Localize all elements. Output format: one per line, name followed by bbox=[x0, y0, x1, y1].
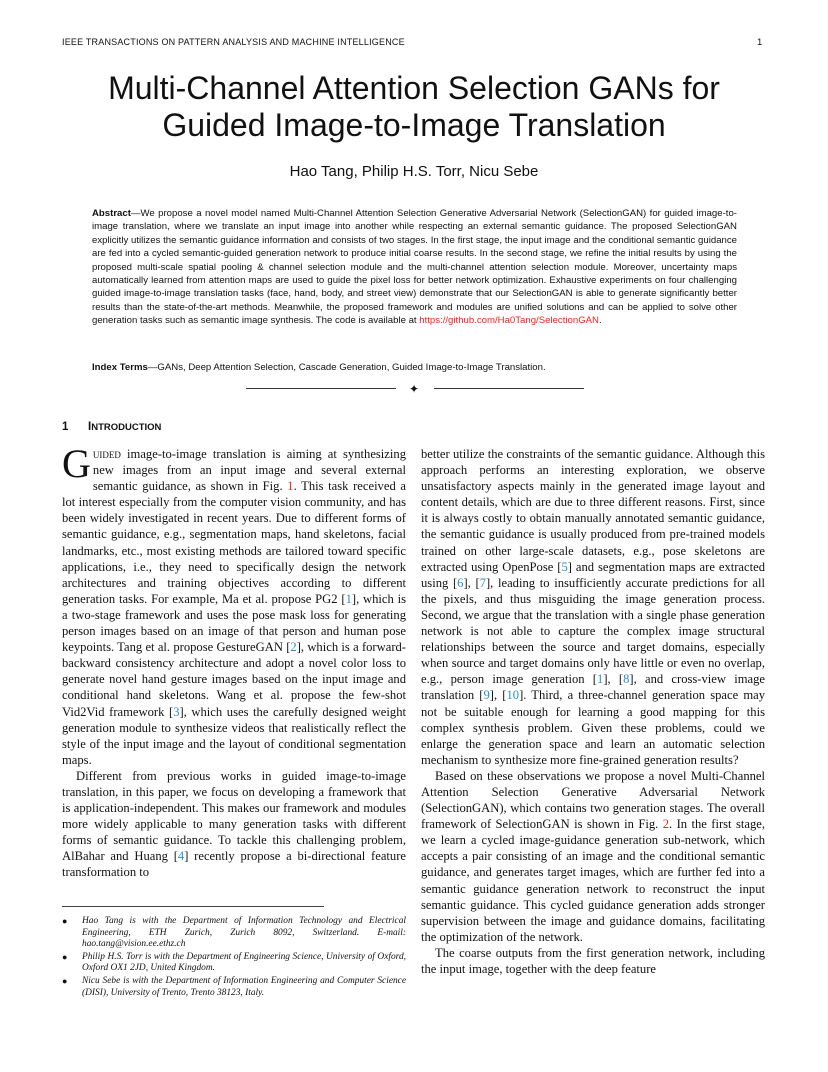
text-run: ], [ bbox=[463, 575, 480, 590]
citation-link[interactable]: 9 bbox=[483, 688, 490, 703]
paragraph bbox=[421, 768, 765, 945]
citation-link[interactable]: 8 bbox=[623, 672, 630, 687]
body-column-right bbox=[421, 446, 765, 977]
citation-link[interactable]: 3 bbox=[173, 704, 180, 719]
footnote-rule bbox=[62, 906, 324, 907]
text-run: ], which uses the carefully designed weight generation module to synthesize videos that realistically reflect the style of the input image and the layout of conditional segmentation maps. bbox=[62, 704, 406, 767]
text-run: ]. Third, a three-channel generation space may not be suitable enough for learning a good mapping for this complex synthesis problem. Given these problems, could we enlarge the generation space and learn an automatic selection mechanism to synthesize more fine-grained generation results? bbox=[421, 688, 765, 767]
footnote-item bbox=[62, 976, 406, 999]
abstract-end: . bbox=[598, 315, 602, 327]
text-run: ], which is a two-stage framework and uses the pose mask loss for generating person images based on an image of that person and human pose keypoints. Tang et al. propose GestureGAN [ bbox=[62, 591, 406, 655]
paragraph bbox=[421, 446, 765, 768]
section-title-rest: NTRODUCTION bbox=[91, 422, 162, 433]
bullet-icon: ● bbox=[62, 975, 68, 986]
text-run: The coarse outputs from the first generation network, including the input image, together with the deep feature bbox=[421, 945, 765, 976]
authors: Hao Tang, Philip H.S. Torr, Nicu Sebe bbox=[289, 163, 539, 180]
section-heading bbox=[62, 421, 161, 433]
footnotes bbox=[62, 916, 406, 1000]
footnote-text: Hao Tang is with the Department of Information Technology and Electrical Engineering, ETH Zurich, Zurich 8092, Switzerland. E-mail: hao.tang@vision.ee.ethz.ch bbox=[82, 916, 406, 950]
paragraph bbox=[62, 768, 406, 881]
abstract-label: Abstract bbox=[92, 208, 131, 219]
footnote-item bbox=[62, 952, 406, 975]
text-run: ] and segmentation maps are extracted using [ bbox=[421, 559, 765, 590]
text-run: image-to-image translation is aiming at synthesizing new images from an input image and several external semantic guidance, as shown in Fig. bbox=[92, 447, 406, 494]
text-run: ], and cross-view image translation [ bbox=[421, 672, 765, 703]
footnote-text: Nicu Sebe is with the Department of Information Engineering and Computer Science (DISI), University of Trento, Trento 38123, Italy. bbox=[82, 975, 406, 998]
text-run: Different from previous works in guided image-to-image translation, in this paper, we focus on developing a framework that is application-independent. This makes our framework and modules more widely applicable to many generation tasks with different forms of semantic guidance. To tackle this challenging problem, AlBahar and Huang [ bbox=[62, 768, 406, 864]
citation-link[interactable]: 10 bbox=[506, 688, 520, 703]
index-terms bbox=[92, 362, 737, 373]
text-run: Based on these observations we propose a novel Multi-Channel Attention Selection Generative Adversarial Network (SelectionGAN), which contains two generation stages. The overall framework of SelectionGAN is shown in Fig. bbox=[421, 768, 765, 832]
citation-link[interactable]: 6 bbox=[457, 575, 464, 590]
citation-link[interactable]: 7 bbox=[479, 575, 486, 590]
paragraph bbox=[62, 441, 407, 768]
footnote-text: Philip H.S. Torr is with the Department of Engineering Science, University of Oxford, Oxford OX1 2JD, United Kingdom. bbox=[82, 951, 406, 974]
code-link[interactable]: https://github.com/Ha0Tang/SelectionGAN bbox=[419, 315, 599, 327]
text-run: better utilize the constraints of the semantic guidance. Although this approach performs an interesting exploration, we observe unsatisfactory aspects mainly in the generated image layout and content details, which are due to three different reasons. First, since it is always costly to obtain manually annotated semantic guidance, the semantic guidance is usually produced from pre-trained models trained on other large-scale datasets, e.g., pose skeletons are extracted using OpenPose [ bbox=[421, 447, 765, 574]
paper-title bbox=[60, 70, 768, 144]
footnote-item bbox=[62, 916, 406, 951]
text-run: ], [ bbox=[489, 688, 507, 703]
citation-link[interactable]: 2 bbox=[290, 640, 297, 655]
citation-link[interactable]: 1 bbox=[345, 591, 352, 606]
body-column-left bbox=[62, 441, 407, 881]
figure-ref[interactable]: 2 bbox=[662, 817, 670, 832]
divider-line-right bbox=[434, 388, 584, 389]
title-line-1: Multi-Channel Attention Selection GANs for bbox=[108, 70, 720, 106]
title-line-2: Guided Image-to-Image Translation bbox=[162, 107, 666, 143]
index-terms-label: Index Terms bbox=[92, 362, 148, 373]
running-header: IEEE TRANSACTIONS ON PATTERN ANALYSIS AND MACHINE INTELLIGENCE bbox=[62, 37, 405, 47]
divider-line-left bbox=[246, 388, 396, 389]
section-title-first: I bbox=[88, 421, 92, 433]
citation-link[interactable]: 5 bbox=[561, 559, 568, 574]
bullet-icon: ● bbox=[62, 951, 68, 962]
page-number: 1 bbox=[757, 37, 763, 48]
text-run: ], which is a forward-backward consistency architecture and adopt a novel color loss to generate novel hand gesture images based on the input image and conditional hand skeletons. Wang et al. propose the few-shot Vid2Vid framework [ bbox=[62, 640, 407, 719]
text-run: ] recently propose a bi-directional feature transformation to bbox=[62, 849, 407, 880]
text-run: ], [ bbox=[603, 672, 624, 687]
diamond-icon: ✦ bbox=[409, 382, 420, 396]
section-divider bbox=[246, 383, 584, 395]
abstract-text: —We propose a novel model named Multi-Channel Attention Selection Generative Adversarial Network (SelectionGAN) for guided image-to-image translation, where we translate an input image into another while respecting an external semantic guidance. The proposed SelectionGAN explicitly utilizes the semantic guidance information and consists of two stages. In the first stage, the input image and the conditional semantic guidance are fed into a cycled semantic-guided generation network to produce initial coarse results. In the second stage, we refine the initial results by using the proposed multi-scale spatial pooling & channel selection module and the multi-channel attention selection module. Moreover, uncertainty maps automatically learned from attention maps are used to guide the pixel loss for better network optimization. Exhaustive experiments on four challenging guided image-to-image translation tasks (face, hand, body, and street view) demonstrate that our SelectionGAN is able to generate significantly better results than the state-of-the-art methods. Meanwhile, the proposed framework and modules are unified solutions and can be applied to solve other generation tasks such as semantic image synthesis. The code is available at bbox=[92, 208, 737, 327]
abstract bbox=[92, 207, 737, 328]
paragraph bbox=[421, 945, 765, 977]
citation-link[interactable]: 4 bbox=[177, 849, 185, 864]
figure-ref[interactable]: 1 bbox=[287, 479, 294, 494]
text-run: . In the first stage, we learn a cycled image-guidance generation sub-network, which accepts a pair consisting of an image and the conditional semantic guidance, and generates target images, which are further fed into a semantic guidance generation network to reconstruct the input semantic guidance. This cycled guidance generation adds stronger supervision between the image and guidance domains, facilitating the optimization of the network. bbox=[421, 817, 765, 944]
text-run: . This task received a lot interest especially from the computer vision community, and has been widely investigated in recent years. Due to different forms of semantic guidance, e.g., segmentation maps, hand skeletons, facial landmarks, etc., most existing methods are tailored toward specific applications, i.e., they need to specifically design the network architectures and training objectives according to different generation tasks. For example, Ma et al. propose PG2 [ bbox=[62, 479, 406, 606]
citation-link[interactable]: 1 bbox=[597, 672, 604, 687]
small-caps-lead: uided bbox=[92, 447, 121, 461]
text-run: ], leading to insufficiently accurate predictions for all the pixels, and thus misguiding the image generation process. Second, we argue that the translation with a single phase generation network is not able to capture the complex image structural relationships between the source and target domains, especially when source and target domains only have little or even no overlap, e.g., person image generation [ bbox=[421, 575, 766, 687]
section-number: 1 bbox=[62, 421, 69, 433]
bullet-icon: ● bbox=[62, 916, 68, 926]
index-terms-text: —GANs, Deep Attention Selection, Cascade Generation, Guided Image-to-Image Translation. bbox=[147, 362, 546, 373]
drop-cap: G bbox=[62, 441, 91, 486]
